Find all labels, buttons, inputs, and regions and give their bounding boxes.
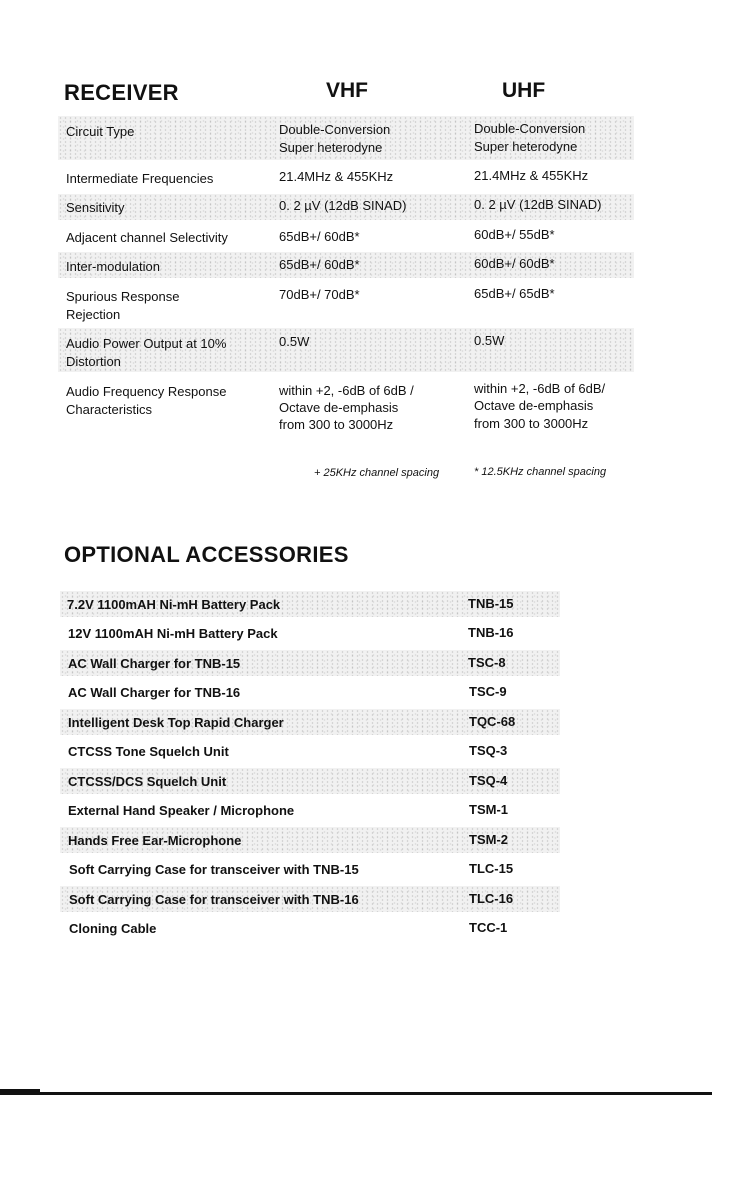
accessory-code: TLC-16 <box>469 891 514 906</box>
accessory-code: TQC-68 <box>469 714 516 729</box>
bottom-rule <box>0 1092 712 1095</box>
accessory-name: Cloning Cable <box>69 921 157 936</box>
accessory-code: TSQ-4 <box>469 773 508 788</box>
vhf-column-header: VHF <box>326 79 368 102</box>
accessory-name: Soft Carrying Case for transceiver with TNB-15 <box>69 862 359 877</box>
vhf-value: within +2, -6dB of 6dB / <box>279 383 414 398</box>
vhf-value: 21.4MHz & 455KHz <box>279 169 394 184</box>
spec-label: Sensitivity <box>66 200 125 215</box>
vhf-value: 0. 2 µV (12dB SINAD) <box>279 198 407 213</box>
uhf-value: 65dB+/ 65dB* <box>474 286 555 301</box>
accessory-code: TSC-9 <box>469 684 507 699</box>
uhf-value: 0. 2 µV (12dB SINAD) <box>474 197 602 212</box>
accessory-name: External Hand Speaker / Microphone <box>68 803 295 818</box>
accessory-code: TSM-1 <box>469 802 508 817</box>
uhf-value: 60dB+/ 60dB* <box>474 256 555 271</box>
accessories-title: OPTIONAL ACCESSORIES <box>64 542 349 567</box>
accessory-name: 12V 1100mAH Ni-mH Battery Pack <box>68 626 278 641</box>
spec-label: Inter-modulation <box>66 259 160 274</box>
accessory-name: Intelligent Desk Top Rapid Charger <box>68 715 284 730</box>
accessory-code: TNB-16 <box>468 625 514 640</box>
accessory-name: CTCSS/DCS Squelch Unit <box>68 774 227 789</box>
vhf-value: Double-Conversion <box>279 122 391 137</box>
accessory-code: TSM-2 <box>469 832 508 847</box>
uhf-value: Octave de-emphasis <box>474 398 594 413</box>
accessory-name: 7.2V 1100mAH Ni-mH Battery Pack <box>67 597 281 612</box>
vhf-value: from 300 to 3000Hz <box>279 417 394 432</box>
uhf-column-header: UHF <box>502 79 546 102</box>
receiver-title: RECEIVER <box>64 80 179 105</box>
vhf-value: Octave de-emphasis <box>279 400 399 415</box>
accessory-code: TLC-15 <box>469 861 514 876</box>
uhf-value: 21.4MHz & 455KHz <box>474 168 589 183</box>
spec-label: Rejection <box>66 307 121 322</box>
uhf-value: from 300 to 3000Hz <box>474 416 589 431</box>
footnote-plus: + 25KHz channel spacing <box>314 467 440 479</box>
uhf-value: within +2, -6dB of 6dB/ <box>474 381 606 396</box>
vhf-value: Super heterodyne <box>279 140 383 155</box>
uhf-value: 60dB+/ 55dB* <box>474 227 555 242</box>
vhf-value: 65dB+/ 60dB* <box>279 229 360 244</box>
uhf-value: Double-Conversion <box>474 121 586 136</box>
vhf-value: 65dB+/ 60dB* <box>279 257 360 272</box>
spec-label: Spurious Response <box>66 289 180 304</box>
spec-label: Characteristics <box>66 402 152 417</box>
spec-label: Adjacent channel Selectivity <box>66 230 228 245</box>
accessory-code: TSC-8 <box>468 655 506 670</box>
spec-label: Intermediate Frequencies <box>66 171 214 186</box>
vhf-value: 70dB+/ 70dB* <box>279 287 360 302</box>
uhf-value: Super heterodyne <box>474 139 578 154</box>
accessory-name: AC Wall Charger for TNB-16 <box>68 685 241 700</box>
accessory-code: TSQ-3 <box>469 743 508 758</box>
vhf-value: 0.5W <box>279 334 310 349</box>
accessory-name: CTCSS Tone Squelch Unit <box>68 744 229 759</box>
footnote-star: * 12.5KHz channel spacing <box>474 466 607 478</box>
accessory-name: AC Wall Charger for TNB-15 <box>68 656 241 671</box>
uhf-value: 0.5W <box>474 333 505 348</box>
spec-label: Circuit Type <box>66 124 135 139</box>
accessory-name: Hands Free Ear-Microphone <box>68 833 242 848</box>
bottom-rule-edge <box>0 1089 40 1093</box>
accessory-name: Soft Carrying Case for transceiver with TNB-16 <box>69 892 359 907</box>
accessory-code: TCC-1 <box>469 920 508 935</box>
accessory-code: TNB-15 <box>468 596 514 611</box>
spec-label: Audio Power Output at 10% <box>66 336 227 351</box>
spec-label: Audio Frequency Response <box>66 384 227 399</box>
spec-label: Distortion <box>66 354 121 369</box>
